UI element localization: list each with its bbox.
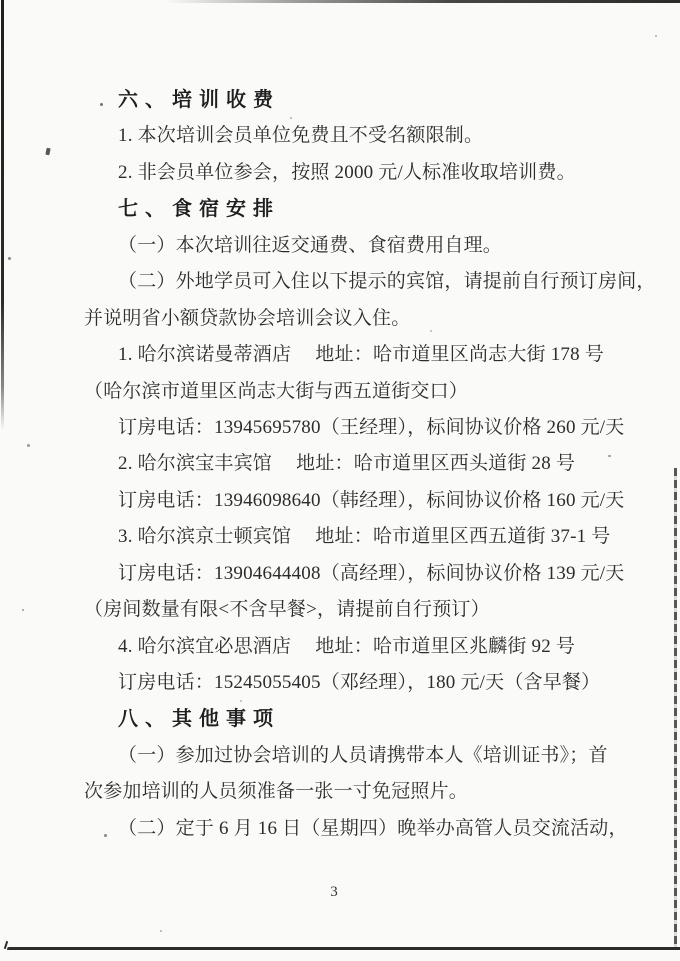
scan-edge-left	[1, 0, 4, 430]
transport-note-line: （一）本次培训往返交通费、食宿费用自理。	[118, 234, 503, 256]
hotel-intro-line: （二）外地学员可入住以下提示的宾馆，请提前自行预订房间，	[118, 271, 656, 293]
section-heading-accommodation: 七、食宿安排	[118, 198, 280, 221]
other-item-2-line: （二）定于 6 月 16 日（星期四）晚举办高管人员交流活动，	[118, 817, 628, 839]
hotel-1-address-cont: （哈尔滨市道里区尚志大街与西五道街交口）	[84, 380, 469, 402]
hotel-2-name-address: 2. 哈尔滨宝丰宾馆 地址：哈市道里区西头道街 28 号	[118, 453, 576, 475]
other-item-1-line: （一）参加过协会培训的人员请携带本人《培训证书》；首	[118, 744, 608, 766]
fee-nonmember-line: 2. 非会员单位参会，按照 2000 元/人标准收取培训费。	[118, 161, 576, 183]
hotel-2-phone: 订房电话：13946098640（韩经理），标间协议价格 160 元/天	[118, 489, 625, 511]
scan-speck	[8, 257, 11, 260]
other-item-1-line-cont: 次参加培训的人员须准备一张一寸免冠照片。	[84, 781, 469, 803]
section-heading-other: 八、其他事项	[118, 708, 280, 731]
scan-speck	[27, 444, 30, 447]
hotel-1-phone: 订房电话：13945695780（王经理），标间协议价格 260 元/天	[118, 416, 625, 438]
hotel-1-name-address: 1. 哈尔滨诺曼蒂酒店 地址：哈市道里区尚志大街 178 号	[118, 344, 604, 366]
document-body	[84, 82, 656, 847]
hotel-3-name-address: 3. 哈尔滨京士顿宾馆 地址：哈市道里区西五道街 37-1 号	[118, 526, 611, 548]
hotel-intro-line-cont: 并说明省小额贷款协会培训会议入住。	[84, 307, 411, 329]
hotel-4-name-address: 4. 哈尔滨宜必思酒店 地址：哈市道里区兆麟街 92 号	[118, 635, 576, 657]
scan-edge-right	[674, 468, 677, 950]
scan-speck	[45, 148, 50, 156]
scan-edge-bottom	[7, 947, 680, 950]
hotel-3-note: （房间数量有限<不含早餐>，请提前自行预订）	[84, 599, 490, 621]
hotel-3-phone: 订房电话：13904644408（高经理），标间协议价格 139 元/天	[118, 562, 625, 584]
scan-speck	[22, 609, 24, 611]
hotel-4-phone: 订房电话：15245055405（邓经理），180 元/天（含早餐）	[118, 672, 601, 693]
page-number: 3	[330, 884, 338, 900]
scan-speck	[655, 35, 657, 37]
scan-edge-top	[165, 0, 680, 3]
section-heading-fees: 六、培训收费	[118, 89, 280, 111]
scan-speck	[160, 930, 162, 932]
fee-member-line: 1. 本次培训会员单位免费且不受名额限制。	[118, 125, 484, 147]
